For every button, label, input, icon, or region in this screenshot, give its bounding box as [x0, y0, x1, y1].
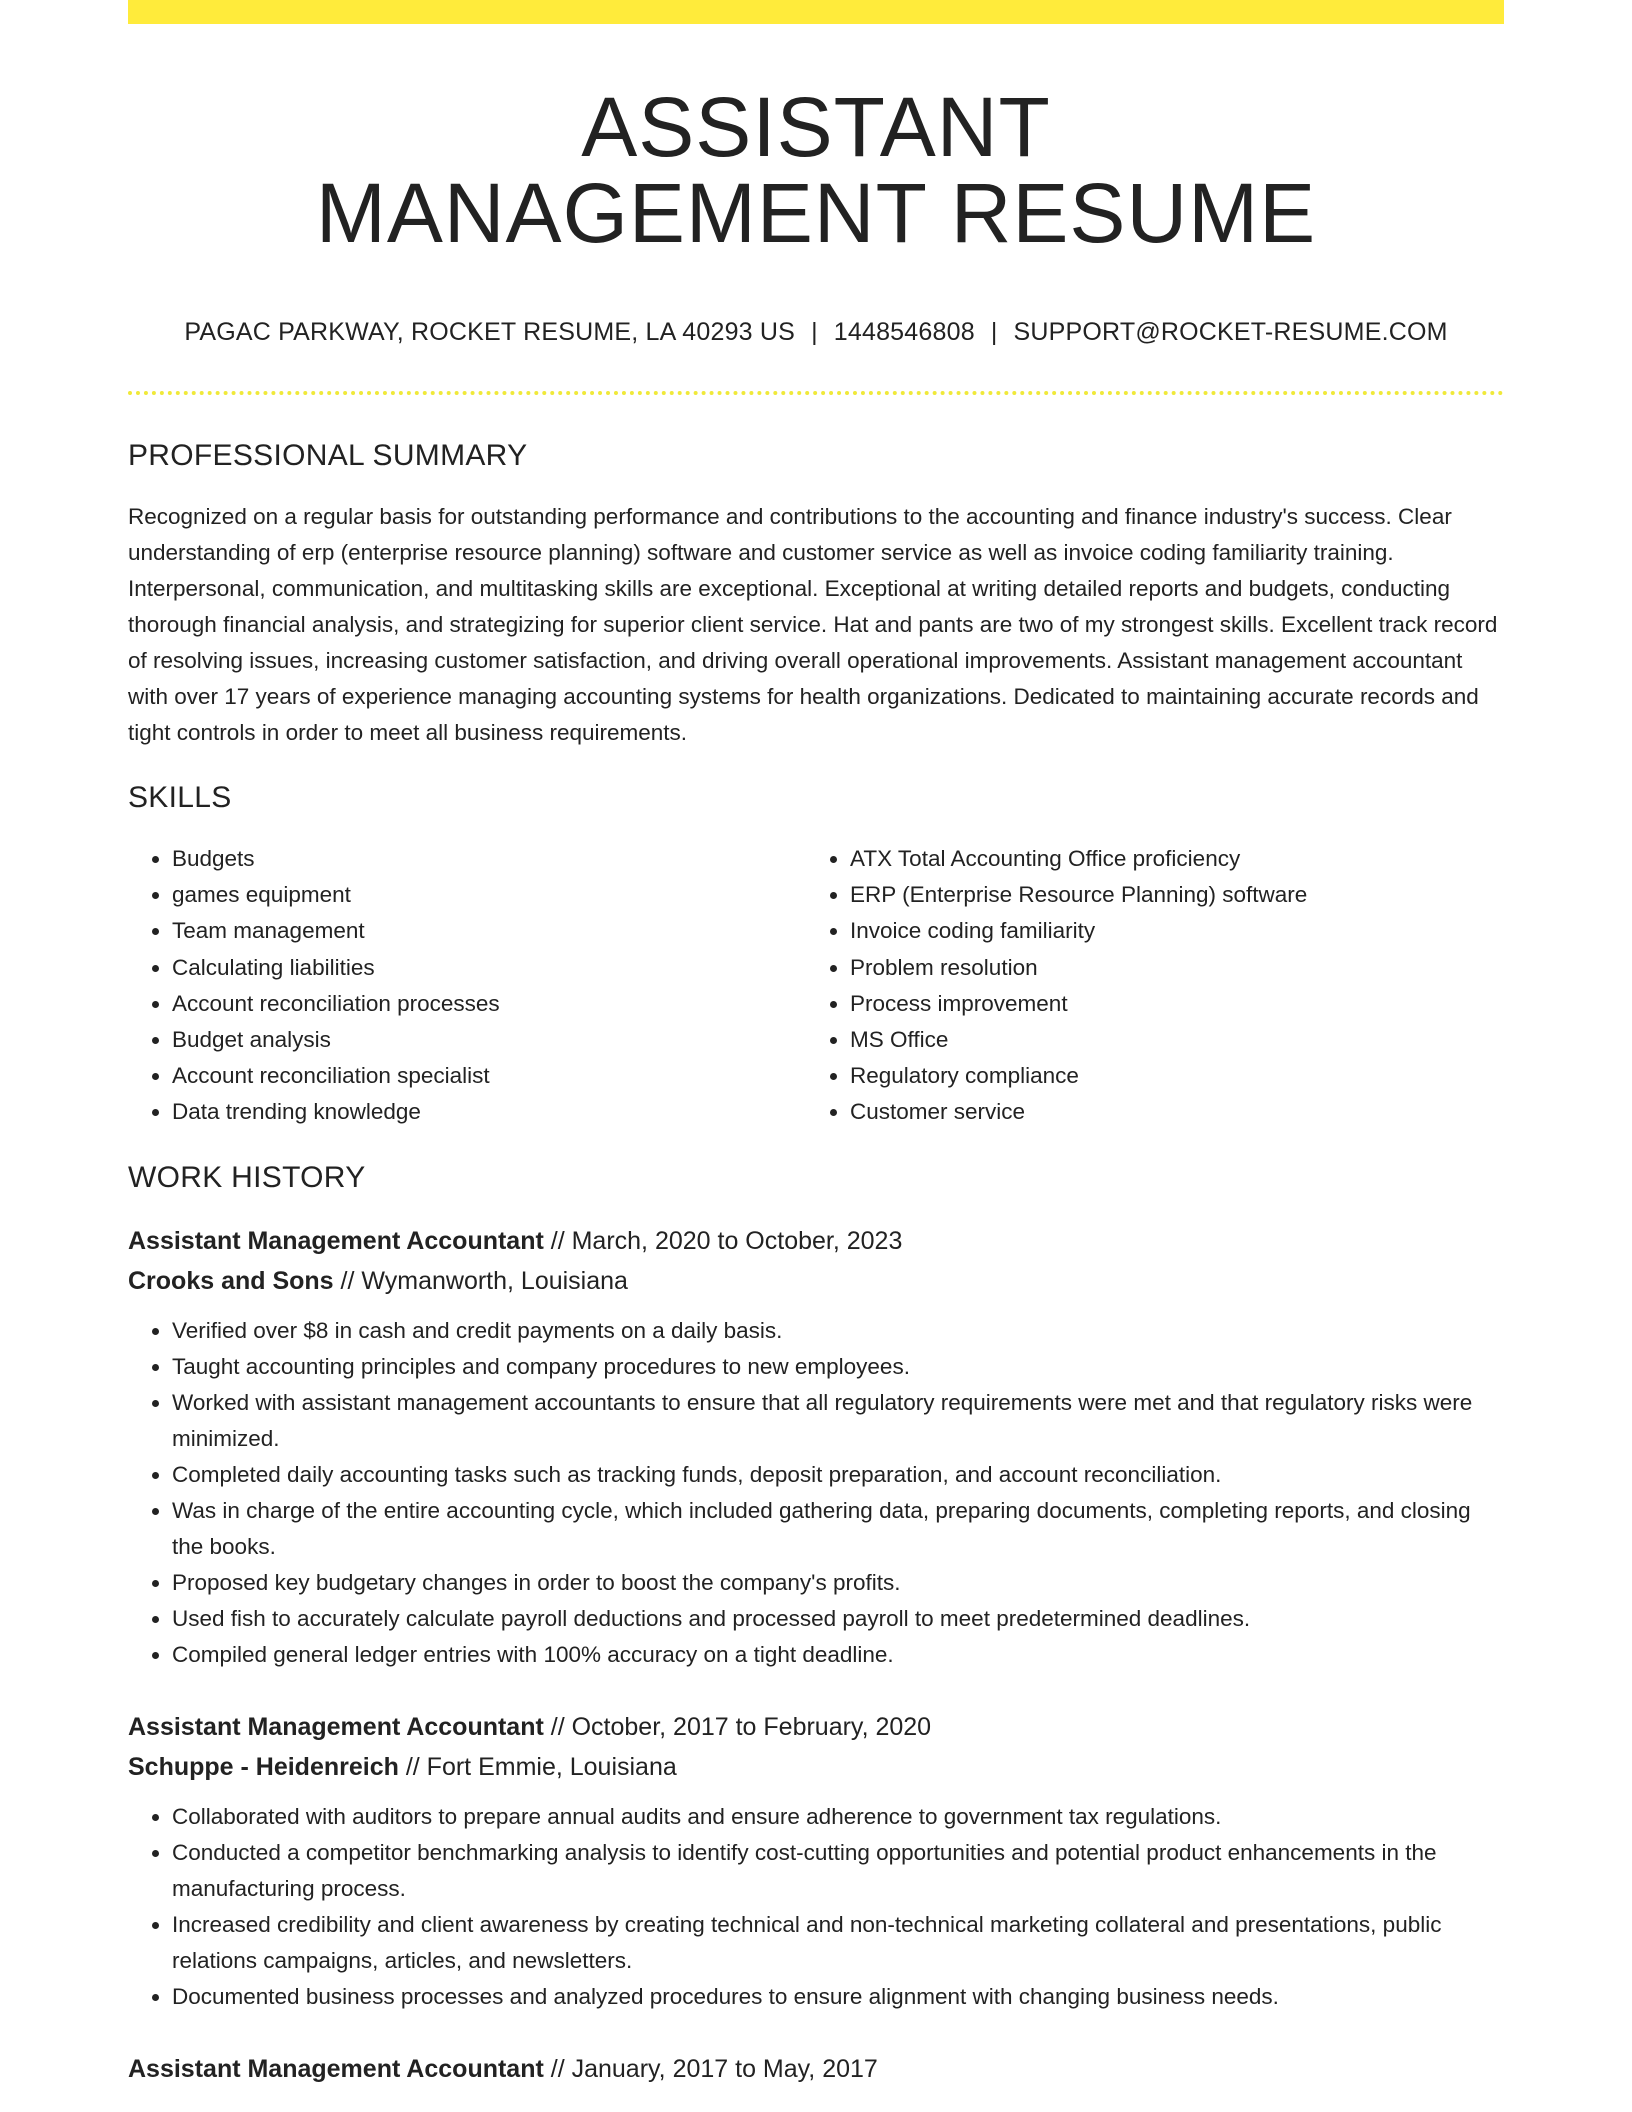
job-title: Assistant Management Accountant — [128, 2054, 544, 2083]
job-bullet: • Taught accounting principles and company procedures to new employees. — [172, 1349, 1504, 1385]
job-bullet: • Worked with assistant management accountants to ensure that all regulatory requirements were met and that regulatory risks were minimized. — [172, 1385, 1504, 1457]
skills-column-left — [128, 841, 806, 1131]
work-history-heading: WORK HISTORY — [128, 1160, 366, 1194]
job-bullet: • Completed daily accounting tasks such as tracking funds, deposit preparation, and account reconciliation. — [172, 1457, 1504, 1493]
job-title: Assistant Management Accountant — [128, 1226, 544, 1255]
header-divider — [128, 391, 1504, 395]
job-title: Assistant Management Accountant — [128, 1712, 544, 1741]
job-title-line — [128, 2049, 1504, 2089]
contact-separator: | — [990, 318, 998, 346]
contact-line — [128, 318, 1504, 347]
skill-item: • Invoice coding familiarity — [850, 913, 1484, 949]
accent-bar — [128, 0, 1504, 24]
job-company: Schuppe - Heidenreich — [128, 1752, 399, 1781]
contact-phone: 1448546808 — [833, 318, 975, 346]
job-company-line — [128, 1747, 1504, 1787]
skill-item: • Data trending knowledge — [172, 1094, 806, 1130]
title-line-1: ASSISTANT — [581, 80, 1051, 174]
skill-item: • Budget analysis — [172, 1022, 806, 1058]
job-bullet: • Documented business processes and analyzed procedures to ensure alignment with changing business needs. — [172, 1979, 1504, 2015]
contact-email: SUPPORT@ROCKET-RESUME.COM — [1013, 318, 1448, 346]
job-entry — [128, 1221, 1504, 1673]
job-location: // Wymanworth, Louisiana — [333, 1266, 628, 1295]
skills-list — [128, 841, 1504, 1131]
skill-item: • Team management — [172, 913, 806, 949]
skill-item: • Account reconciliation specialist — [172, 1058, 806, 1094]
job-bullet: • Proposed key budgetary changes in order to boost the company's profits. — [172, 1565, 1504, 1601]
skills-column-right — [806, 841, 1484, 1131]
job-bullets — [128, 1799, 1504, 2015]
job-bullet: • Compiled general ledger entries with 100% accuracy on a tight deadline. — [172, 1637, 1504, 1673]
job-company-line — [128, 1261, 1504, 1301]
job-bullet: • Used fish to accurately calculate payroll deductions and processed payroll to meet predetermined deadlines. — [172, 1601, 1504, 1637]
skill-item: • ERP (Enterprise Resource Planning) software — [850, 877, 1484, 913]
job-title-line — [128, 1707, 1504, 1747]
skills-heading: SKILLS — [128, 781, 232, 814]
job-title-line — [128, 1221, 1504, 1261]
job-bullet: • Verified over $8 in cash and credit payments on a daily basis. — [172, 1313, 1504, 1349]
skill-item: • Calculating liabilities — [172, 950, 806, 986]
skill-item: • Problem resolution — [850, 950, 1484, 986]
job-company: Crooks and Sons — [128, 1266, 334, 1295]
skill-item: • ATX Total Accounting Office proficiency — [850, 841, 1484, 877]
skill-item: • Customer service — [850, 1094, 1484, 1130]
job-bullets — [128, 1313, 1504, 1673]
resume-title — [128, 80, 1504, 260]
job-dates: // October, 2017 to February, 2020 — [543, 1712, 932, 1741]
job-bullet: • Was in charge of the entire accounting cycle, which included gathering data, preparing documents, completing reports, and closing the books. — [172, 1493, 1504, 1565]
skill-item: • games equipment — [172, 877, 806, 913]
skill-item: • Process improvement — [850, 986, 1484, 1022]
job-bullet: • Conducted a competitor benchmarking analysis to identify cost-cutting opportunities and potential product enhancements in the manufacturing process. — [172, 1835, 1504, 1907]
skill-item: • Account reconciliation processes — [172, 986, 806, 1022]
job-dates: // January, 2017 to May, 2017 — [543, 2054, 878, 2083]
contact-address: PAGAC PARKWAY, ROCKET RESUME, LA 40293 US — [184, 318, 796, 346]
resume-page — [128, 0, 1504, 2089]
title-line-2: MANAGEMENT RESUME — [315, 166, 1317, 260]
job-bullet: • Increased credibility and client awareness by creating technical and non-technical marketing collateral and presentations, public relations campaigns, articles, and newsletters. — [172, 1907, 1504, 1979]
summary-text: Recognized on a regular basis for outstanding performance and contributions to the accounting and finance industry's success. Clear understanding of erp (enterprise resource planning) software and customer service as well as invoice coding familiarity training. Interpersonal, communication, and multitasking skills are exceptional. Exceptional at writing detailed reports and budgets, conducting thorough financial analysis, and strategizing for superior client service. Hat and pants are two of my strongest skills. Excellent track record of resolving issues, increasing customer satisfaction, and driving overall operational improvements. Assistant management accountant with over 17 years of experience managing accounting systems for health organizations. Dedicated to maintaining accurate records and tight controls in order to meet all business requirements. — [128, 504, 1498, 745]
skill-item: • MS Office — [850, 1022, 1484, 1058]
job-entry — [128, 2049, 1504, 2089]
summary-heading: PROFESSIONAL SUMMARY — [128, 439, 528, 472]
job-dates: // March, 2020 to October, 2023 — [543, 1226, 903, 1255]
skill-item: • Regulatory compliance — [850, 1058, 1484, 1094]
job-bullet: • Collaborated with auditors to prepare annual audits and ensure adherence to government tax regulations. — [172, 1799, 1504, 1835]
contact-separator: | — [811, 318, 818, 346]
skill-item: • Budgets — [172, 841, 806, 877]
job-entry — [128, 1707, 1504, 2015]
job-location: // Fort Emmie, Louisiana — [398, 1752, 677, 1781]
